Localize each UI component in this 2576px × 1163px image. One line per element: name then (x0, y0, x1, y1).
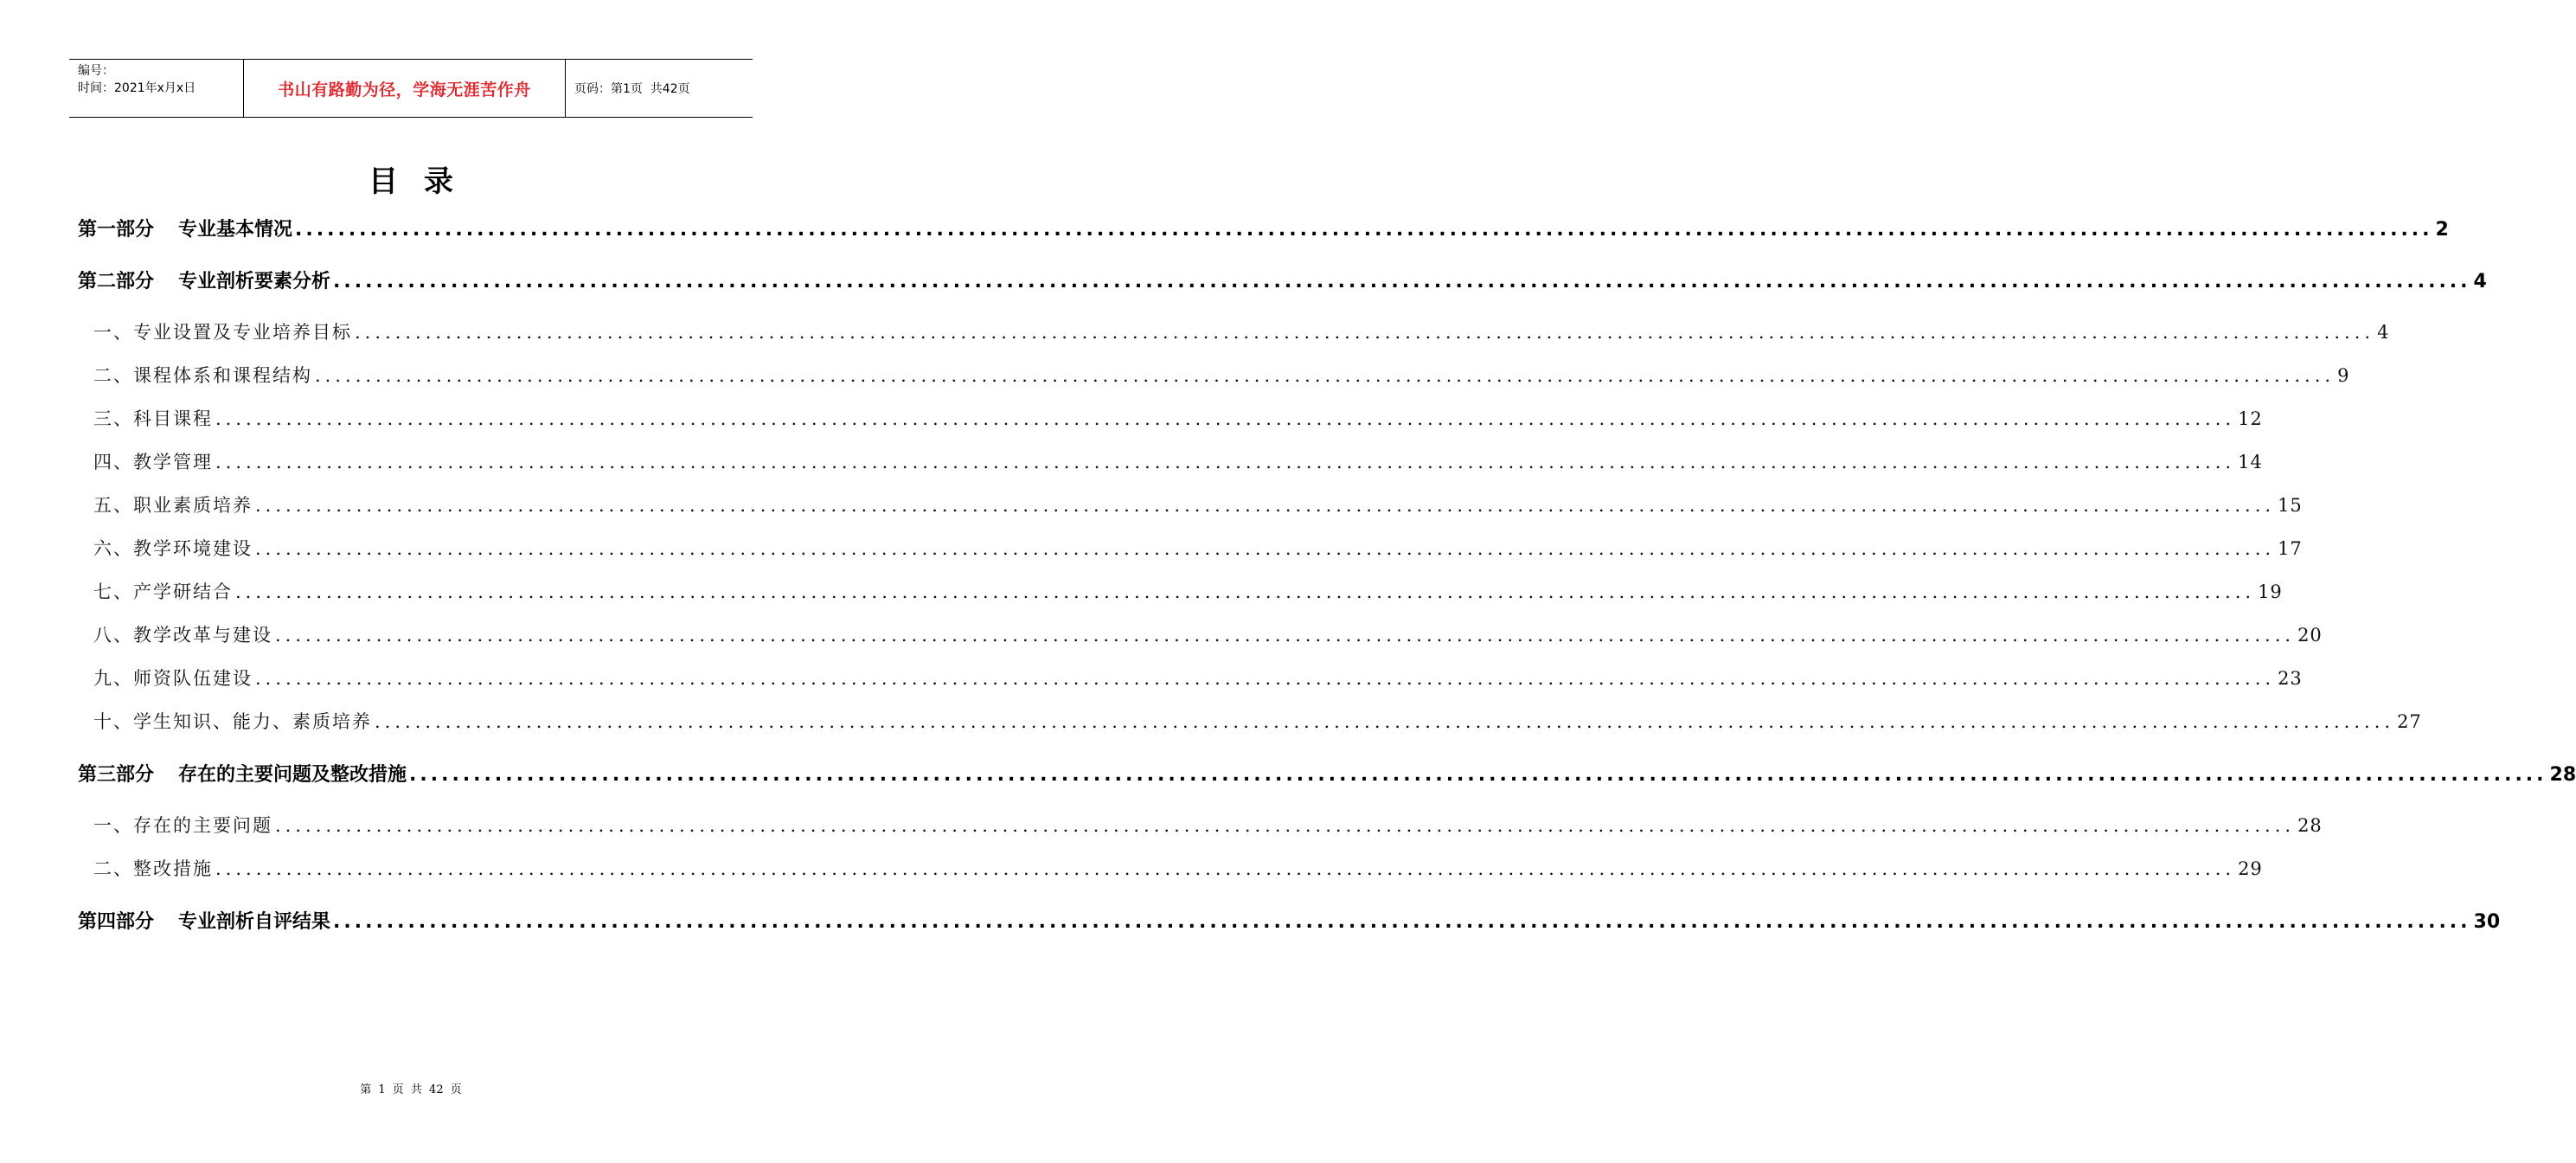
number-label: 编号： (78, 64, 114, 78)
toc-page-number: 23 (2278, 668, 2303, 689)
motto-text: 书山有路勤为径，学海无涯苦作舟 (278, 80, 531, 100)
toc-leader-dots: ........................................................................................................................................................................................................ (255, 538, 2276, 559)
date-label: 时间：2021年x月x日 (78, 81, 196, 95)
toc-leader-dots: ........................................................................................................................................................................................................ (333, 271, 2471, 292)
toc-page-number: 4 (2473, 271, 2487, 292)
toc-entry-label: 专业剖析要素分析 (178, 271, 331, 292)
toc-part-label: 第二部分 (78, 271, 155, 292)
toc-entry[interactable] (78, 621, 2323, 647)
toc-entry[interactable] (78, 318, 2390, 344)
toc-entry[interactable] (78, 267, 2487, 293)
toc-page-number: 17 (2278, 538, 2303, 559)
toc-page-number: 4 (2377, 322, 2390, 343)
toc-entry[interactable] (78, 708, 2422, 734)
toc-page-number: 29 (2238, 858, 2263, 879)
toc-page-number: 12 (2238, 408, 2263, 429)
toc-entry-label: 二、整改措施 (93, 858, 213, 879)
toc-entry[interactable] (78, 578, 2283, 604)
toc-page-number: 14 (2238, 452, 2263, 472)
toc-leader-dots: ........................................................................................................................................................................................................ (275, 625, 2296, 646)
toc-leader-dots: ........................................................................................................................................................................................................ (295, 219, 2433, 241)
page-info: 页码：第1页 共42页 (574, 82, 690, 96)
toc-page-number: 2 (2435, 219, 2449, 241)
header-page-cell (566, 60, 753, 117)
toc-page-number: 30 (2473, 911, 2501, 933)
toc-entry-label: 存在的主要问题及整改措施 (178, 764, 407, 786)
toc-page-number: 28 (2297, 815, 2323, 836)
toc-entry-label: 四、教学管理 (93, 452, 213, 472)
toc-part-label: 第三部分 (78, 764, 155, 786)
toc-entry-label: 一、专业设置及专业培养目标 (93, 322, 352, 343)
toc-leader-dots: ........................................................................................................................................................................................................ (375, 711, 2395, 732)
page-title: 目录 (368, 164, 479, 199)
toc-entry[interactable] (78, 362, 2350, 388)
toc-entry[interactable] (78, 492, 2303, 517)
toc-entry[interactable] (78, 448, 2263, 474)
header-motto-cell (244, 60, 566, 117)
toc-page-number: 19 (2258, 582, 2283, 602)
toc-page-number: 9 (2337, 365, 2350, 386)
toc-entry[interactable] (78, 812, 2323, 838)
toc-entry[interactable] (78, 665, 2303, 691)
toc-leader-dots: ........................................................................................................................................................................................................ (355, 322, 2375, 343)
toc-leader-dots: ........................................................................................................................................................................................................ (255, 495, 2276, 516)
toc-entry[interactable] (78, 855, 2263, 881)
toc-leader-dots: ........................................................................................................................................................................................................ (215, 452, 2236, 472)
toc-page-number: 28 (2549, 764, 2576, 786)
toc-entry-label: 专业剖析自评结果 (178, 911, 331, 933)
header-meta-cell (69, 60, 244, 117)
toc-entry-label: 三、科目课程 (93, 408, 213, 429)
toc-leader-dots: ........................................................................................................................................................................................................ (215, 408, 2236, 429)
toc-leader-dots: ........................................................................................................................................................................................................ (215, 858, 2236, 879)
toc-entry[interactable] (78, 907, 2501, 934)
toc-leader-dots: ........................................................................................................................................................................................................ (275, 815, 2296, 836)
toc-entry[interactable] (78, 760, 2576, 787)
toc-entry-label: 专业基本情况 (178, 219, 293, 241)
toc-leader-dots: ........................................................................................................................................................................................................ (409, 764, 2547, 786)
toc-page-number: 15 (2278, 495, 2303, 516)
toc-part-label: 第四部分 (78, 911, 155, 933)
toc-leader-dots: ........................................................................................................................................................................................................ (235, 582, 2256, 602)
toc-page-number: 27 (2397, 711, 2422, 732)
toc-entry-label: 八、教学改革与建设 (93, 625, 272, 646)
toc-entry-label: 二、课程体系和课程结构 (93, 365, 312, 386)
toc-entry-label: 六、教学环境建设 (93, 538, 253, 559)
toc-entry[interactable] (78, 215, 2449, 241)
toc-leader-dots: ........................................................................................................................................................................................................ (333, 911, 2471, 933)
toc-entry-label: 九、师资队伍建设 (93, 668, 253, 689)
toc-page-number: 20 (2297, 625, 2323, 646)
document-header (69, 59, 753, 118)
toc-entry-label: 五、职业素质培养 (93, 495, 253, 516)
toc-entry-label: 十、学生知识、能力、素质培养 (93, 711, 372, 732)
page-footer: 第 1 页 共 42 页 (360, 1083, 462, 1096)
toc-entry-label: 一、存在的主要问题 (93, 815, 272, 836)
toc-part-label: 第一部分 (78, 219, 155, 241)
toc-entry[interactable] (78, 405, 2263, 431)
toc-entry-label: 七、产学研结合 (93, 582, 233, 602)
toc-entry[interactable] (78, 535, 2303, 561)
toc-leader-dots: ........................................................................................................................................................................................................ (255, 668, 2276, 689)
toc-leader-dots: ........................................................................................................................................................................................................ (315, 365, 2336, 386)
